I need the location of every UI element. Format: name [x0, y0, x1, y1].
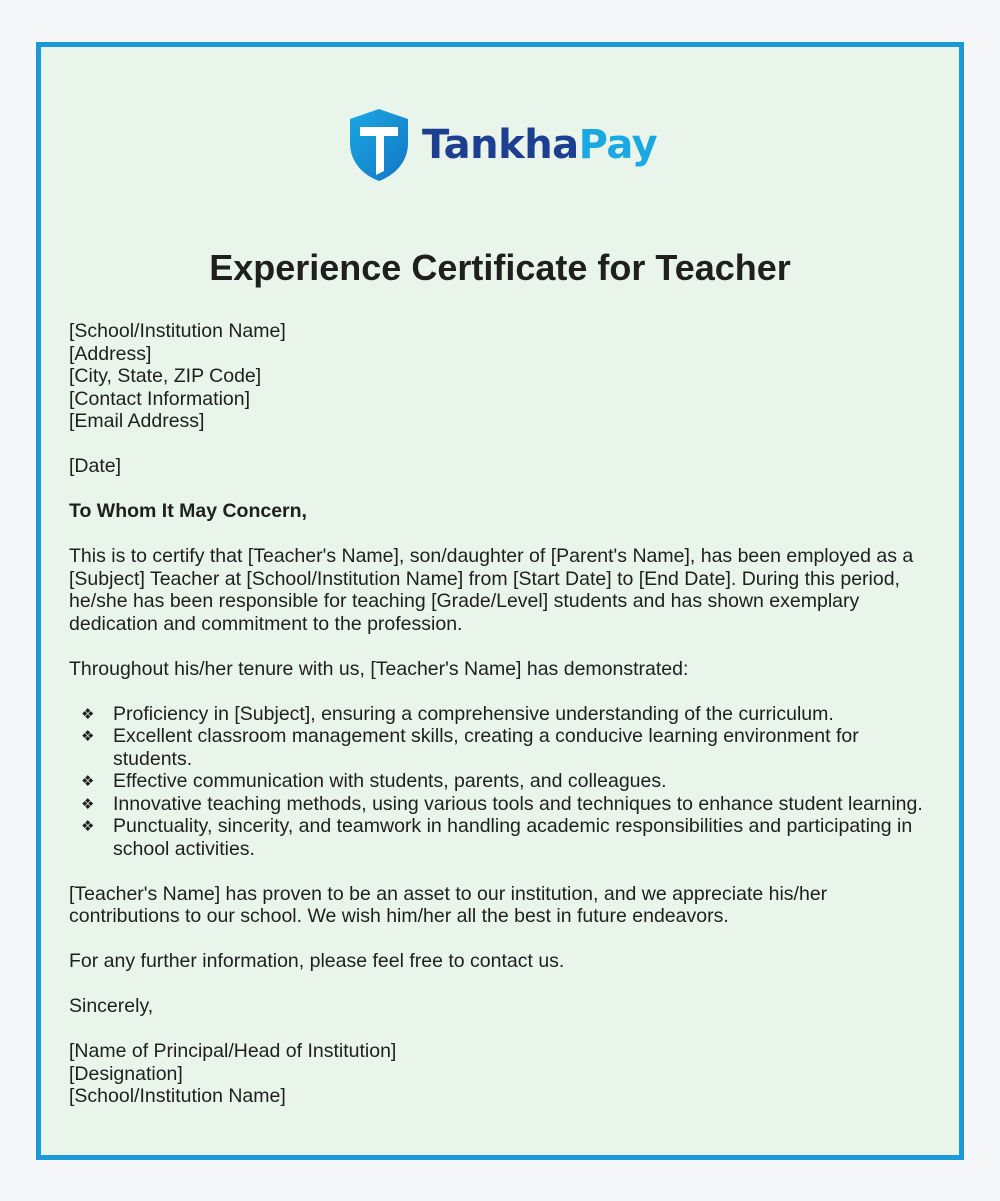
diamond-bullet-icon: ❖	[81, 704, 95, 723]
list-item: ❖ Innovative teaching methods, using various tools and techniques to enhance student learning.	[81, 792, 923, 815]
list-item: ❖ Excellent classroom management skills, creating a conducive learning environment for students.	[81, 725, 859, 770]
diamond-bullet-icon: ❖	[81, 817, 95, 835]
list-item: ❖ Punctuality, sincerity, and teamwork in handling academic responsibilities and participating in school activities.	[81, 815, 913, 860]
list-item: ❖ Proficiency in [Subject], ensuring a comprehensive understanding of the curriculum.	[81, 702, 834, 725]
date-line: [Date]	[69, 455, 122, 477]
skills-list	[69, 703, 939, 861]
diamond-bullet-icon: ❖	[81, 772, 95, 790]
certificate-frame	[36, 42, 964, 1160]
list-intro: Throughout his/her tenure with us, [Teacher's Name] has demonstrated:	[69, 657, 689, 680]
diamond-bullet-icon: ❖	[81, 794, 95, 813]
signature-line: [Designation]	[69, 1062, 183, 1085]
document-title: Experience Certificate for Teacher	[209, 247, 791, 288]
address-line: [School/Institution Name]	[69, 320, 286, 342]
contact-paragraph: For any further information, please feel free to contact us.	[69, 950, 565, 972]
signature-line: [Name of Principal/Head of Institution]	[69, 1040, 397, 1062]
appreciation-paragraph: [Teacher's Name] has proven to be an asset to our institution, and we appreciate his/her contributions to our school. We wish him/her all the best in future endeavors.	[69, 882, 828, 927]
signature-block	[69, 1040, 939, 1108]
closing: Sincerely,	[69, 995, 154, 1017]
list-item: ❖ Effective communication with students, parents, and colleagues.	[81, 770, 667, 792]
institution-address-block	[69, 320, 939, 433]
address-line: [Address]	[69, 342, 152, 365]
certificate-body	[69, 320, 939, 1108]
shield-t-icon	[346, 107, 412, 183]
diamond-bullet-icon: ❖	[81, 727, 95, 745]
certification-paragraph: This is to certify that [Teacher's Name], son/daughter of [Parent's Name], has been employed as a [Subject] Teacher at [School/Institution Name] from [Start Date] to [End Date]. During this period, he/she has been responsible for teaching [Grade/Level] students and has shown exemplary dedication and commitment to the profession.	[69, 545, 914, 635]
address-line: [Email Address]	[69, 410, 205, 432]
salutation: To Whom It May Concern,	[69, 500, 307, 522]
logo-wordmark: TankhaPay	[422, 122, 658, 168]
tankhapay-logo	[346, 107, 657, 183]
address-line: [Contact Information]	[69, 387, 251, 410]
address-line: [City, State, ZIP Code]	[69, 365, 262, 387]
signature-line: [School/Institution Name]	[69, 1085, 286, 1107]
